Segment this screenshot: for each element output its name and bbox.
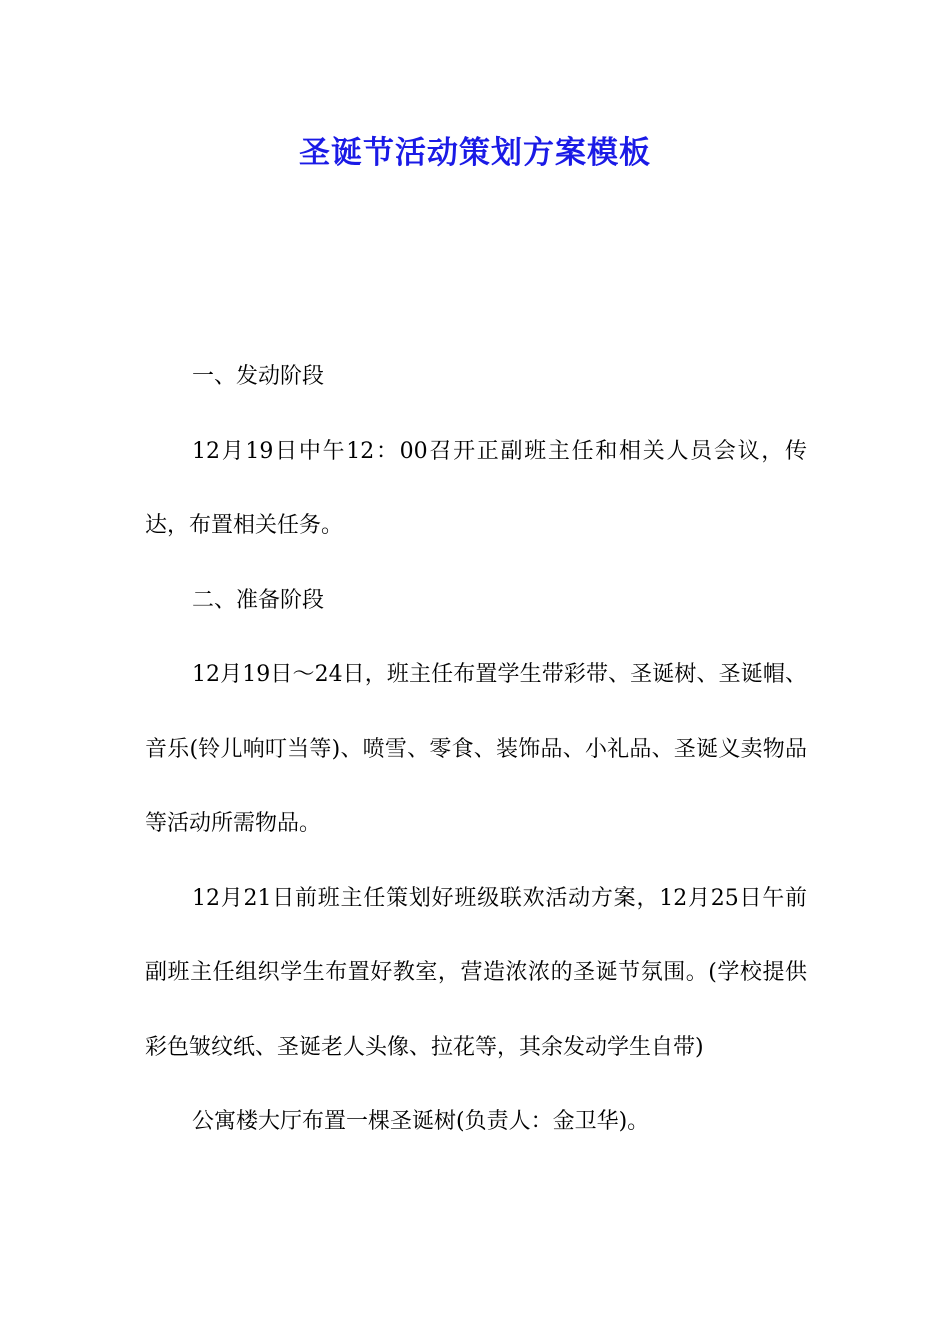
section-heading-mobilization: 一、发动阶段 [192, 364, 325, 389]
section-heading-preparation: 二、准备阶段 [192, 587, 325, 613]
paragraph-supplies: 12月19日～24日，班主任布置学生带彩带、圣诞树、圣诞帽、音乐(铃儿响叮当等)、喷雪、零食、装饰品、小礼品、圣诞义卖物品等活动所需物品。 [145, 662, 807, 836]
paragraph-classroom-decoration: 12月21日前班主任策划好班级联欢活动方案，12月25日午前副班主任组织学生布置好教室，营造浓浓的圣诞节氛围。(学校提供彩色皱纹纸、圣诞老人头像、拉花等，其余发动学生自带) [145, 885, 807, 1060]
paragraph-christmas-tree: 公寓楼大厅布置一棵圣诞树(负责人：金卫华)。 [192, 1109, 650, 1134]
document-body [145, 340, 807, 1160]
document-title: 圣诞节活动策划方案模板 [299, 135, 651, 171]
paragraph-meeting: 12月19日中午12：00召开正副班主任和相关人员会议，传达，布置相关任务。 [145, 438, 807, 538]
